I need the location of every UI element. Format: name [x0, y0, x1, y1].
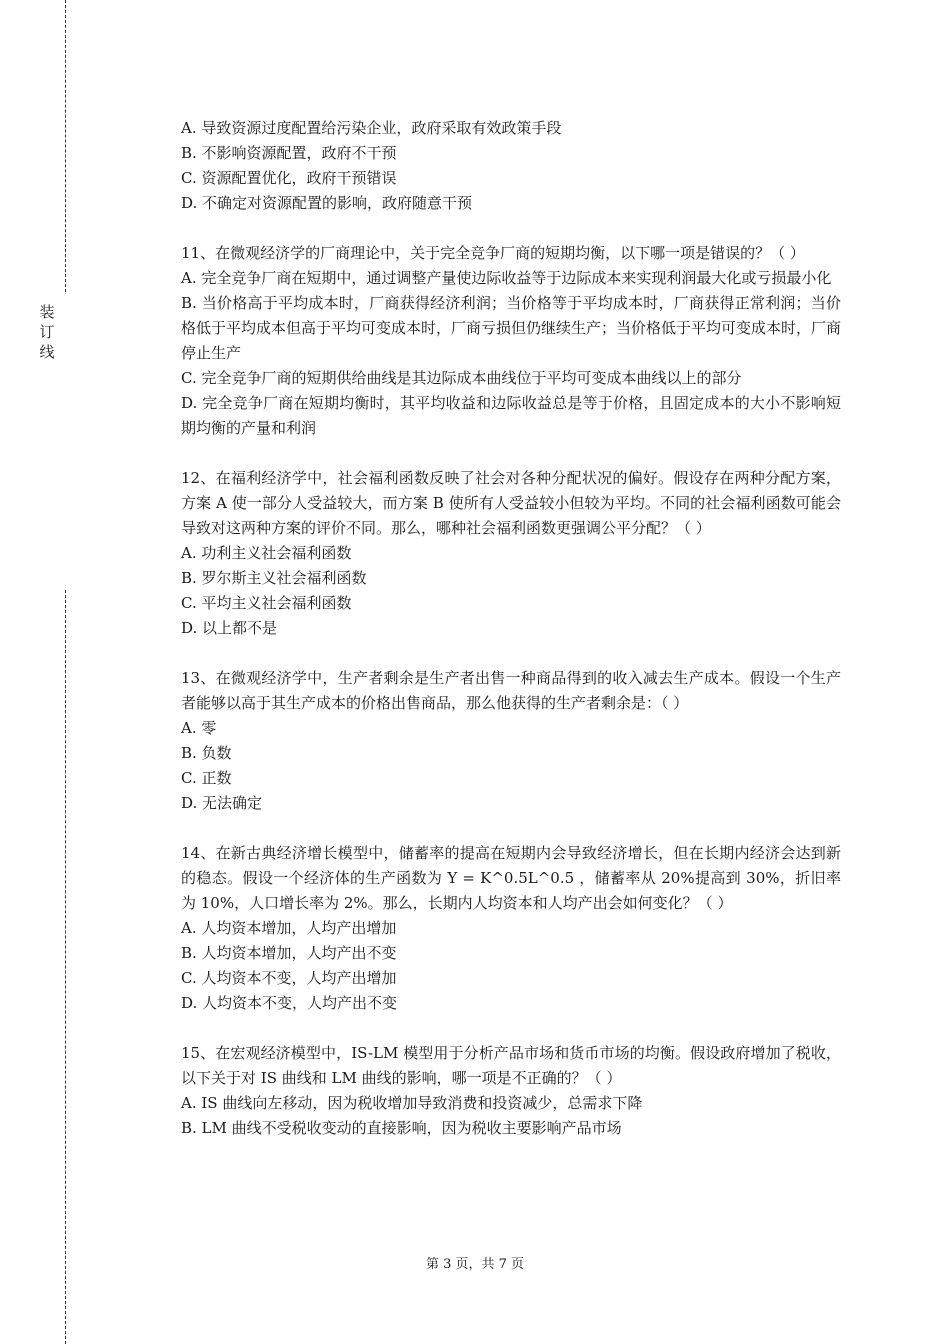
option: C. 资源配置优化，政府干预错误 — [181, 169, 397, 187]
option: B. 人均资本增加，人均产出不变 — [181, 944, 397, 962]
option: C. 人均资本不变，人均产出增加 — [181, 969, 397, 987]
binding-line-top — [65, 0, 66, 292]
option: C. 平均主义社会福利函数 — [181, 594, 352, 612]
page-content — [181, 116, 841, 1141]
option: D. 不确定对资源配置的影响，政府随意干预 — [181, 194, 473, 212]
option: B. 不影响资源配置，政府不干预 — [181, 144, 397, 162]
question-stem: 15、在宏观经济模型中，IS-LM 模型用于分析产品市场和货币市场的均衡。假设政府增加了税收，以下关于对 IS 曲线和 LM 曲线的影响，哪一项是不正确的？（ ） — [181, 1044, 841, 1087]
binding-char: 装 — [39, 303, 55, 321]
question-stem: 12、在福利经济学中，社会福利函数反映了社会对各种分配状况的偏好。假设存在两种分配方案，方案 A 使一部分人受益较大，而方案 B 使所有人受益较小但较为平均。不同的社会福利函数可能会导致对这两种方案的评价不同。那么，哪种社会福利函数更强调公平分配？（ ） — [181, 469, 841, 537]
binding-label — [36, 302, 58, 362]
option: C. 正数 — [181, 769, 232, 787]
option: D. 人均资本不变，人均产出不变 — [181, 994, 398, 1012]
option: B. LM 曲线不受税收变动的直接影响，因为税收主要影响产品市场 — [181, 1119, 622, 1137]
option: B. 负数 — [181, 744, 232, 762]
question-15 — [181, 1041, 841, 1141]
binding-char: 线 — [39, 343, 55, 361]
option: D. 无法确定 — [181, 794, 263, 812]
option: A. 完全竞争厂商在短期中，通过调整产量使边际收益等于边际成本来实现利润最大化或亏损最小化 — [181, 269, 832, 287]
option: A. 人均资本增加，人均产出增加 — [181, 919, 397, 937]
question-14 — [181, 841, 841, 1016]
page-footer: 第 3 页，共 7 页 — [425, 1257, 525, 1272]
question-stem: 13、在微观经济学中，生产者剩余是生产者出售一种商品得到的收入减去生产成本。假设一个生产者能够以高于其生产成本的价格出售商品，那么他获得的生产者剩余是：（ ） — [181, 669, 841, 712]
question-13 — [181, 666, 841, 816]
question-stem: 14、在新古典经济增长模型中，储蓄率的提高在短期内会导致经济增长，但在长期内经济会达到新的稳态。假设一个经济体的生产函数为 Y = K^0.5L^0.5 ，储蓄率从 20%提高到 30%，折旧率为 10%，人口增长率为 2%。那么，长期内人均资本和人均产出会如何变化？（ ） — [181, 844, 841, 912]
binding-line-bottom — [65, 590, 66, 1344]
option: A. 功利主义社会福利函数 — [181, 544, 352, 562]
question-stem: 11、在微观经济学的厂商理论中，关于完全竞争厂商的短期均衡，以下哪一项是错误的？（ ） — [181, 244, 805, 262]
option: A. IS 曲线向左移动，因为税收增加导致消费和投资减少，总需求下降 — [181, 1094, 643, 1112]
prev-question-options — [181, 116, 841, 216]
option: A. 导致资源过度配置给污染企业，政府采取有效政策手段 — [181, 119, 562, 137]
option: C. 完全竞争厂商的短期供给曲线是其边际成本曲线位于平均可变成本曲线以上的部分 — [181, 369, 742, 387]
question-12 — [181, 466, 841, 641]
option: B. 当价格高于平均成本时，厂商获得经济利润；当价格等于平均成本时，厂商获得正常利润；当价格低于平均成本但高于平均可变成本时，厂商亏损但仍继续生产；当价格低于平均可变成本时，厂商停止生产 — [181, 294, 842, 362]
question-11 — [181, 241, 841, 441]
option: D. 以上都不是 — [181, 619, 278, 637]
option: A. 零 — [181, 719, 217, 737]
option: D. 完全竞争厂商在短期均衡时，其平均收益和边际收益总是等于价格，且固定成本的大小不影响短期均衡的产量和利润 — [181, 394, 841, 437]
binding-char: 订 — [39, 323, 55, 341]
option: B. 罗尔斯主义社会福利函数 — [181, 569, 367, 587]
